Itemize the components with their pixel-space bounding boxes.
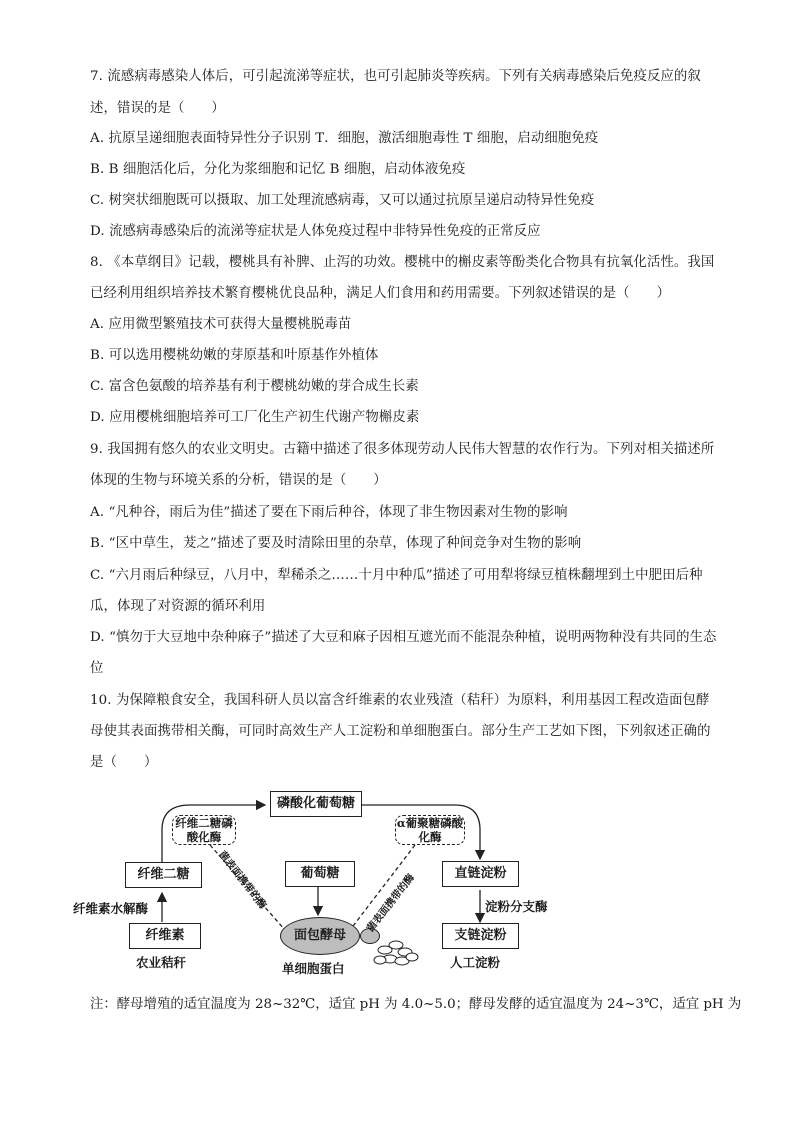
- label-scp: 单细胞蛋白: [282, 961, 345, 976]
- label-surface-enzyme-left: 菌表面携带的酶: [216, 849, 268, 912]
- label-branching-enzyme: 淀粉分支酶: [485, 899, 548, 914]
- box-amylopectin: 支链淀粉: [442, 923, 519, 949]
- q9-stem-line1: 9. 我国拥有悠久的农业文明史。古籍中描述了很多体现劳动人民伟大智慧的农作行为。下列对相关描述所: [90, 442, 715, 457]
- q9-option-a: A. “凡种谷，雨后为佳”描述了要在下雨后种谷，体现了非生物因素对生物的影响: [90, 505, 568, 520]
- scp-granules: [374, 941, 418, 965]
- starch-production-diagram: [60, 785, 548, 980]
- q9-option-c-line2: 瓜，体现了对资源的循环利用: [90, 599, 266, 614]
- box-glucose-phosphate: 磷酸化葡萄糖: [270, 791, 362, 817]
- q8-option-a: A. 应用微型繁殖技术可获得大量樱桃脱毒苗: [90, 317, 352, 332]
- box-cellulose: 纤维素: [129, 923, 201, 949]
- q8-option-b: B. 可以选用樱桃幼嫩的芽原基和叶原基作外植体: [90, 348, 379, 363]
- q8-stem-line1: 8. 《本草纲目》记载，樱桃具有补脾、止泻的功效。樱桃中的槲皮素等酚类化合物具有抗氧化活性。我国: [90, 255, 715, 270]
- label-artificial-starch: 人工淀粉: [450, 955, 501, 970]
- q10-stem-line3: 是（ ）: [90, 755, 158, 770]
- q7-stem-line1: 7. 流感病毒感染人体后，可引起流涕等症状，也可引起肺炎等疾病。下列有关病毒感染后免疫反应的叙: [90, 69, 701, 84]
- q10-stem-line2: 母使其表面携带相关酶，可同时高效生产人工淀粉和单细胞蛋白。部分生产工艺如下图，下列叙述正确的: [90, 724, 711, 739]
- q9-option-d-line2: 位: [90, 661, 104, 676]
- q9-stem-line2: 体现的生物与环境关系的分析，错误的是（ ）: [90, 473, 387, 488]
- q9-option-b: B. “区中草生，茇之”描述了要及时清除田里的杂草，体现了种间竞争对生物的影响: [90, 536, 582, 551]
- box-cellobiose-phosphorylase: 纤维二糖磷酸化酶: [172, 815, 236, 845]
- box-glucose: 葡萄糖: [285, 861, 355, 887]
- box-cellobiose: 纤维二糖: [125, 862, 202, 888]
- q8-option-d: D. 应用樱桃细胞培养可工厂化生产初生代谢产物槲皮素: [90, 410, 420, 425]
- q7-option-d: D. 流感病毒感染后的流涕等症状是人体免疫过程中非特异性免疫的正常反应: [90, 224, 541, 239]
- box-alpha-glucan-phosphorylase: α葡聚糖磷酸化酶: [396, 816, 464, 844]
- diagram-note: 注：酵母增殖的适宜温度为 28~32℃，适宜 pH 为 4.0~5.0；酵母发酵的适宜温度为 24~3℃，适宜 pH 为: [90, 997, 742, 1012]
- box-amylose: 直链淀粉: [442, 861, 519, 887]
- q8-stem-line2: 已经利用组织培养技术繁育樱桃优良品种，满足人们食用和药用需要。下列叙述错误的是（ ）: [90, 286, 671, 301]
- q7-option-a: A. 抗原呈递细胞表面特异性分子识别 T．细胞，激活细胞毒性 T 细胞，启动细胞免疫: [90, 131, 599, 146]
- q7-option-c: C. 树突状细胞既可以摄取、加工处理流感病毒，又可以通过抗原呈递启动特异性免疫: [90, 193, 595, 208]
- yeast-cell: 面包酵母: [280, 917, 360, 955]
- q10-stem-line1: 10. 为保障粮食安全，我国科研人员以富含纤维素的农业残渣（秸秆）为原料，利用基因工程改造面包酵: [90, 693, 710, 708]
- label-surface-enzyme-right: 菌表面携带的酶: [365, 872, 417, 935]
- q7-option-b: B. B 细胞活化后，分化为浆细胞和记忆 B 细胞，启动体液免疫: [90, 162, 466, 177]
- q8-option-c: C. 富含色氨酸的培养基有利于樱桃幼嫩的芽合成生长素: [90, 379, 419, 394]
- q9-option-d-line1: D. “慎勿于大豆地中杂种麻子”描述了大豆和麻子因相互遮光而不能混杂种植，说明两物种没有共同的生态: [90, 630, 717, 645]
- q7-stem-line2: 述，错误的是（ ）: [90, 101, 225, 116]
- label-cellulase: 纤维素水解酶: [73, 901, 149, 916]
- q9-option-c-line1: C. “六月雨后种绿豆，八月中，犁稀杀之……十月中种瓜”描述了可用犁将绿豆植株翻埋到土中肥田后种: [90, 568, 703, 583]
- label-straw: 农业秸秆: [136, 955, 187, 970]
